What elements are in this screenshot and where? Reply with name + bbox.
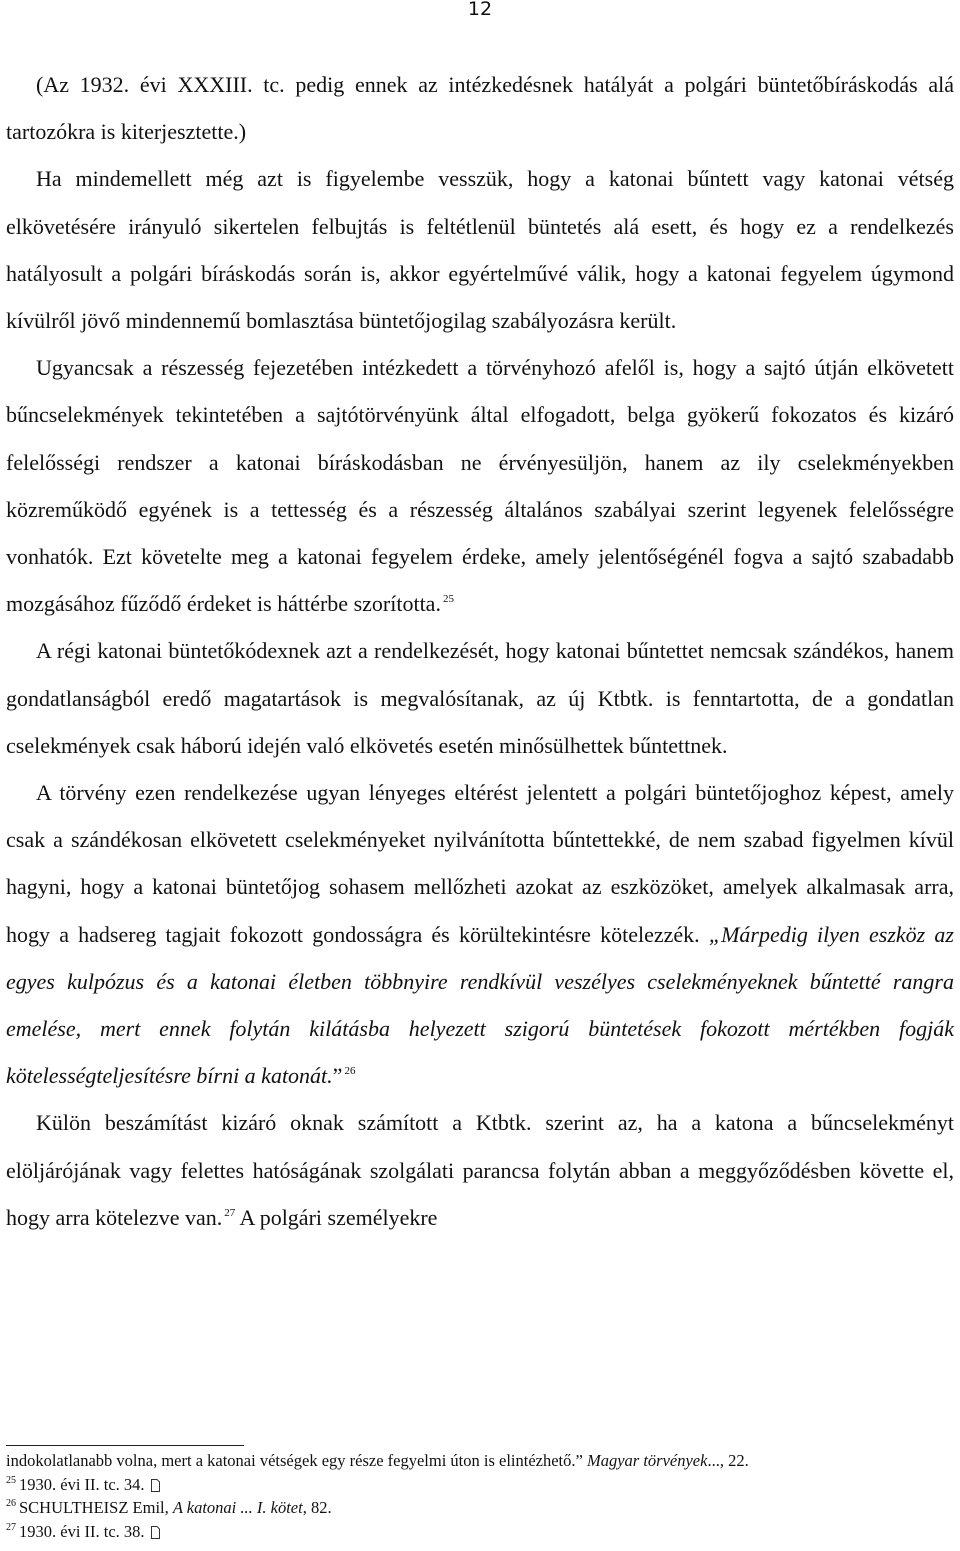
footnote-text: indokolatlanabb volna, mert a katonai vétségek egy része fegyelmi úton is elintézhető.” <box>6 1451 587 1470</box>
paragraph-5 <box>6 769 954 1099</box>
footnote-text: 1930. évi II. tc. 34. <box>19 1474 145 1494</box>
footnote-text: 1930. évi II. tc. 38. <box>19 1521 145 1541</box>
footnote-number: 26 <box>6 1498 16 1509</box>
paragraph-4 <box>6 627 954 769</box>
footnote-ref-26[interactable]: 26 <box>344 1065 356 1078</box>
paragraph-text: A régi katonai büntetőkódexnek azt a rendelkezését, hogy katonai bűntettet nemcsak szándékos, hanem gondatlanságból eredő magatartások is megvalósítanak, az új Ktbtk. is fenntartotta, de a gondatlan cselekmények csak háború idején való elkövetés esetén minősülhettek bűntettnek. <box>6 638 954 758</box>
footnote-italic: A katonai ... I. kötet <box>172 1498 303 1517</box>
footnote-continuation <box>6 1449 954 1473</box>
quotation: „Márpedig ilyen eszköz az egyes kulpózus és a katonai életben többnyire rendkívül veszélyes cselekményeknek bűntetté rangra emelése, mert ennek folytán kilátásba helyezett szigorú büntetések fokozott mértékben fogják kötelességteljesítésre bírni a katonát. <box>6 921 954 1089</box>
paragraph-text: Külön beszámítást kizáró oknak számított a Ktbtk. szerint az, ha a katona a bűncselekményt elöljárójának vagy felettes hatóságának szolgálati parancsa folytán abban a meggyőződésben követte el, hogy arra kötelezve van. <box>6 1110 954 1230</box>
footnote-text: SCHULTHEISZ Emil, <box>19 1498 173 1517</box>
quote-close: ” <box>332 1063 343 1089</box>
footnote-26 <box>6 1496 954 1520</box>
paragraph-1 <box>6 61 954 155</box>
footnote-text-end: , 82. <box>302 1498 332 1517</box>
paragraph-2 <box>6 155 954 344</box>
footnote-text-end: ..., 22. <box>707 1451 749 1470</box>
footnotes <box>6 1449 954 1543</box>
paragraph-text: Ugyancsak a részesség fejezetében intézkedett a törvényhozó afelől is, hogy a sajtó útján elkövetett bűncselekmények tekintetében a sajtótörvényünk által elfogadott, belga gyökerű fokozatos és kizáró felelősségi rendszer a katonai bíráskodásban ne érvényesüljön, hanem az ily cselekményekben közreműködő egyének is a tettesség és a részesség általános szabályai szerint legyenek felelősségre vonhatók. Ezt követelte meg a katonai fegyelem érdeke, amely jelentőségénél fogva a sajtó szabadabb mozgásához fűződő érdeket is háttérbe szorította. <box>6 355 954 617</box>
page-number: 12 <box>467 0 493 20</box>
paragraph-3 <box>6 344 954 627</box>
footnote-ref-27[interactable]: 27 <box>224 1206 236 1219</box>
footnote-number: 25 <box>6 1474 16 1486</box>
footnote-italic: Magyar törvények <box>586 1451 708 1470</box>
paragraph-text-tail: A polgári személyekre <box>235 1204 438 1230</box>
footnote-25 <box>6 1473 954 1497</box>
paragraph-text: Ha mindemellett még azt is figyelembe vesszük, hogy a katonai bűntett vagy katonai vétség elkövetésére irányuló sikertelen felbujtás is feltétlenül büntetés alá esett, és hogy ez a rendelkezés hatályosult a polgári bíráskodás során is, akkor egyértelművé válik, hogy a katonai fegyelem úgymond kívülről jövő mindennemű bomlasztása büntetőjogilag szabályozásra került. <box>6 166 954 334</box>
footnote-ref-25[interactable]: 25 <box>442 593 454 606</box>
footnote-separator <box>6 1445 244 1446</box>
paragraph-6 <box>6 1099 954 1241</box>
body-text <box>6 61 954 1241</box>
paragraph-text: A törvény ezen rendelkezése ugyan lényeges eltérést jelentett a polgári büntetőjoghoz képest, amely csak a szándékosan elkövetett cselekményeket nyilvánította bűntettekké, de nem szabad figyelmen kívül hagyni, hogy a katonai büntetőjog sohasem mellőzheti azokat az eszközöket, amelyek alkalmasak arra, hogy a hadsereg tagjait fokozott gondosságra és körültekintésre kötelezzék. <box>6 780 954 947</box>
footnote-27 <box>6 1520 954 1544</box>
document-link-icon[interactable] <box>151 1526 160 1539</box>
footnote-number: 27 <box>6 1521 16 1533</box>
paragraph-text: (Az 1932. évi XXXIII. tc. pedig ennek az intézkedésnek hatályát a polgári büntetőbíráskodás alá tartozókra is kiterjesztette.) <box>6 72 954 145</box>
document-link-icon[interactable] <box>151 1479 160 1492</box>
